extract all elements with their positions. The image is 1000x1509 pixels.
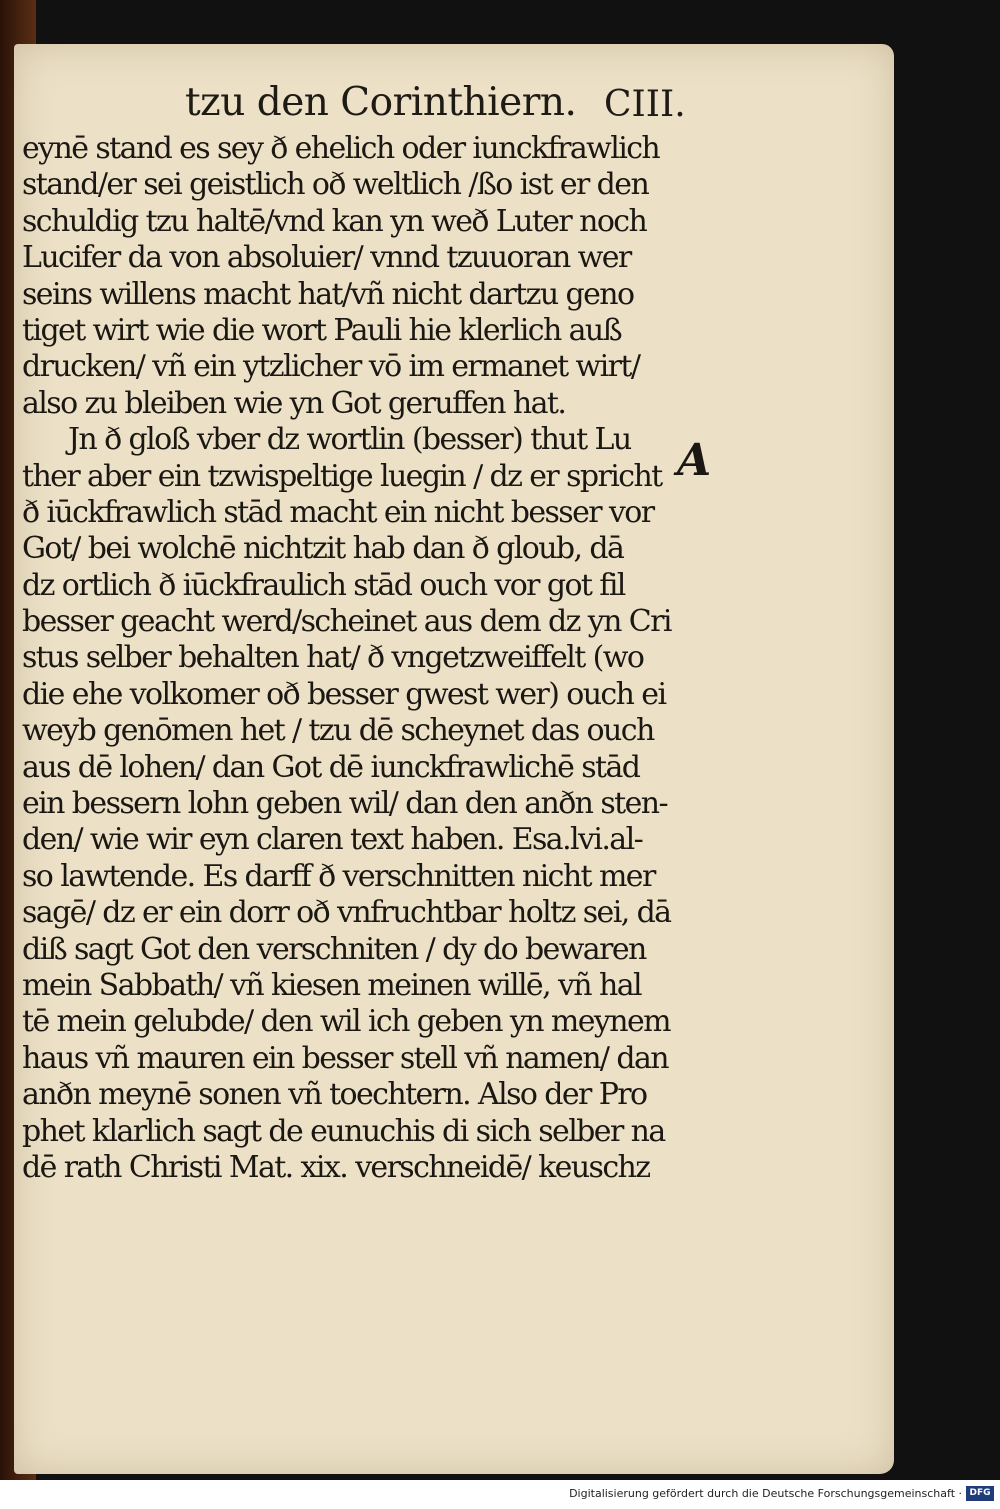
text-line: diß sagt Got den verschniten / dy do bewaren <box>22 931 646 967</box>
text-line: weyb genōmen het / tzu dē scheynet das ouch <box>22 713 654 749</box>
text-line: stus selber behalten hat/ ð vngetzweiffelt (wo <box>22 640 644 676</box>
text-line: den/ wie wir eyn claren text haben. Esa.lvi.al- <box>22 822 643 858</box>
text-line: phet klarlich sagt de eunuchis di sich selber na <box>22 1113 665 1149</box>
text-line: dē rath Christi Mat. xix. verschneidē/ keuschz <box>22 1149 650 1185</box>
footer-bar <box>0 1480 1000 1509</box>
running-head: tzu den Corinthiern. <box>185 80 577 125</box>
text-line: aus dē lohen/ dan Got dē iunckfrawlichē stād <box>22 749 640 785</box>
text-line: die ehe volkomer oð besser gwest wer) ouch ei <box>22 676 666 712</box>
text-line: besser geacht werd/scheinet aus dem dz yn Cri <box>22 604 671 640</box>
text-line: ein bessern lohn geben wil/ dan den anðn sten- <box>22 786 667 822</box>
text-line: anðn meynē sonen vñ toechtern. Also der Pro <box>22 1077 647 1113</box>
text-line: ð iūckfrawlich stād macht ein nicht besser vor <box>22 494 654 530</box>
marginal-mark: A <box>677 435 712 486</box>
text-line: tē mein gelubde/ den wil ich geben yn meynem <box>22 1004 671 1040</box>
text-line: Got/ bei wolchē nichtzit hab dan ð gloub, dā <box>22 531 624 567</box>
text-line: dz ortlich ð iūckfraulich stād ouch vor got fil <box>22 567 625 603</box>
text-line: tiget wirt wie die wort Pauli hie klerlich auß <box>22 312 622 348</box>
text-line: ther aber ein tzwispeltige luegin / dz er spricht <box>22 458 662 494</box>
text-line: schuldig tzu haltē/vnd kan yn weð Luter noch <box>22 203 647 239</box>
text-line: haus vñ mauren ein besser stell vñ namen/ dan <box>22 1040 668 1076</box>
dfg-logo: DFG <box>966 1486 994 1501</box>
text-line: sagē/ dz er ein dorr oð vnfruchtbar holtz sei, dā <box>22 895 671 931</box>
text-line: Lucifer da von absoluier/ vnnd tzuuoran wer <box>22 240 631 276</box>
paragraph-start-line: Jn ð gloß vber dz wortlin (besser) thut Lu <box>68 422 631 458</box>
text-line: eynē stand es sey ð ehelich oder iunckfrawlich <box>22 131 660 166</box>
text-line: also zu bleiben wie yn Got geruffen hat. <box>22 385 566 421</box>
body-text <box>22 131 672 1186</box>
folio-number: CIII. <box>604 84 686 125</box>
text-line: drucken/ vñ ein ytzlicher vō im ermanet wirt/ <box>22 349 640 385</box>
text-line: seins willens macht hat/vñ nicht dartzu geno <box>22 276 634 312</box>
text-line: so lawtende. Es darff ð verschnitten nicht mer <box>22 858 655 894</box>
text-line: stand/er sei geistlich oð weltlich /ßo ist er den <box>22 167 649 203</box>
funding-credit: Digitalisierung gefördert durch die Deutsche Forschungsgemeinschaft · <box>569 1487 962 1500</box>
text-line: mein Sabbath/ vñ kiesen meinen willē, vñ hal <box>22 967 641 1003</box>
